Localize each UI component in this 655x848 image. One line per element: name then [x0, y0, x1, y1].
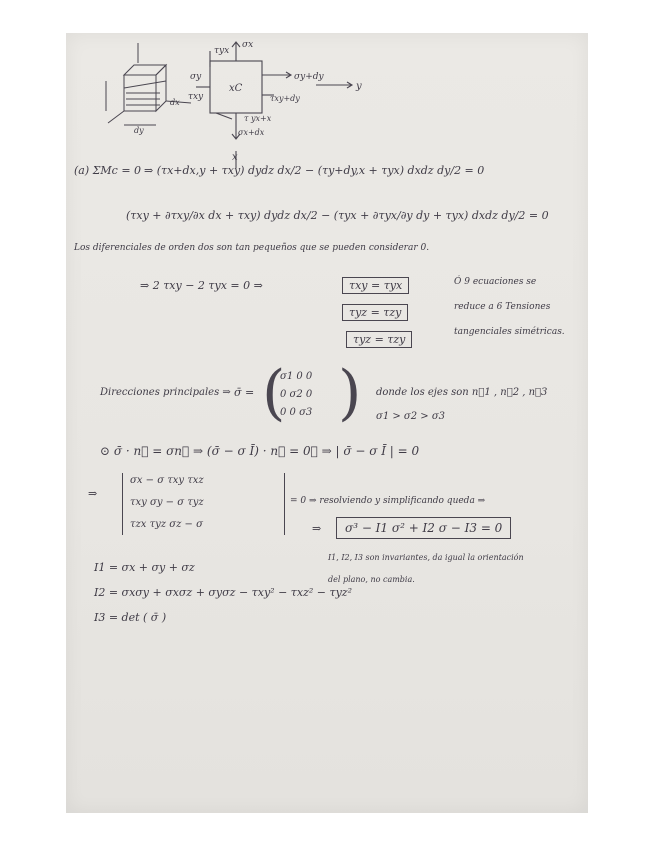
matrix-right-paren: )	[338, 358, 362, 428]
label-sigma-x-dx: σx+dx	[238, 128, 265, 137]
moment-label: (a) ΣMc = 0	[74, 164, 142, 177]
sigma-tensor-symbol: σ̄ =	[234, 386, 255, 399]
label-dy: dy	[134, 126, 144, 135]
det-arrow: ⇒	[88, 487, 98, 500]
invariant-I1: I1 = σx + σy + σz	[94, 561, 195, 574]
label-sigma-y: σy	[190, 72, 202, 82]
invariants-note-2: del plano, no cambia.	[328, 575, 415, 584]
label-sigma-x-top: σx	[242, 40, 254, 50]
label-tau-xy-dy: τxy+dy	[270, 94, 300, 103]
expanded-equation: (τxy + ∂τxy/∂x dx + τxy) dydz dx/2 − (τyx + ∂τyx/∂y dy + τyx) dxdz dy/2 = 0	[126, 209, 549, 222]
det-row-1: σx − σ τxy τxz	[130, 475, 204, 486]
label-dx: dx	[170, 98, 180, 107]
axes-note-2: σ1 > σ2 > σ3	[376, 411, 446, 422]
cube-sketch	[106, 43, 191, 125]
det-right-bar	[284, 473, 285, 535]
invariant-I2: I2 = σxσy + σxσz + σyσz − τxy² − τxz² − τyz²	[94, 586, 352, 599]
det-equals-text: = 0 ⇒ resolviendo y simplificando queda ⇒	[290, 496, 486, 506]
matrix-row-2: 0 σ2 0	[280, 389, 313, 400]
invariants-note-1: I1, I2, I3 son invariantes, da igual la orientación	[328, 553, 524, 562]
label-center: xC	[229, 83, 243, 94]
matrix-row-3: 0 0 σ3	[280, 407, 313, 418]
side-note-line-1: Ó 9 ecuaciones se	[454, 277, 537, 287]
invariant-I3: I3 = det ( σ̄ )	[94, 611, 167, 624]
eigen-equation: ⊙ σ̄ · n⃗ = σn⃗ ⇒ (σ̄ − σ Ī) · n⃗ = 0⃗ ⇒ | σ̄ − σ Ī | = 0	[100, 444, 420, 458]
small-terms-note: Los diferenciales de orden dos son tan pequeños que se pueden considerar 0.	[74, 243, 430, 253]
symmetry-equation: ⇒ 2 τxy − 2 τyx = 0 ⇒	[140, 279, 263, 292]
notebook-page	[66, 33, 588, 813]
matrix-left-paren: (	[262, 358, 286, 428]
characteristic-equation-box: σ³ − I1 σ² + I2 σ − I3 = 0	[336, 517, 511, 539]
symmetry-box-xy: τxy = τyx	[342, 277, 409, 294]
label-tau-xy-left: τxy	[188, 92, 204, 102]
axes-note-1: donde los ejes son n⃗1 , n⃗2 , n⃗3	[376, 387, 548, 398]
principal-label: Direcciones principales ⇒	[100, 387, 231, 398]
side-note-line-2: reduce a 6 Tensiones	[454, 302, 551, 312]
label-tau-yx-dx: τ yx+x	[244, 114, 272, 123]
label-axis-y: y	[356, 81, 362, 92]
det-left-bar	[122, 473, 123, 535]
matrix-row-1: σ1 0 0	[280, 371, 313, 382]
side-note-line-3: tangenciales simétricas.	[454, 327, 565, 337]
element-square	[196, 42, 352, 168]
moment-equation: ⇒ (τx+dx,y + τxy) dydz dx/2 − (τy+dy,x + τyx) dxdz dy/2 = 0	[144, 164, 485, 177]
symmetry-box-yz: τyz = τzy	[346, 331, 412, 348]
stress-element-diagram	[66, 33, 588, 183]
label-axis-x: x	[232, 152, 238, 163]
label-tau-yx: τyx	[214, 46, 230, 56]
det-row-3: τzx τyz σz − σ	[130, 519, 203, 530]
symmetry-box-xz: τyz = τzy	[342, 304, 408, 321]
label-sigma-y-dy: σy+dy	[294, 72, 324, 82]
det-row-2: τxy σy − σ τyz	[130, 497, 204, 508]
char-arrow: ⇒	[312, 522, 322, 535]
